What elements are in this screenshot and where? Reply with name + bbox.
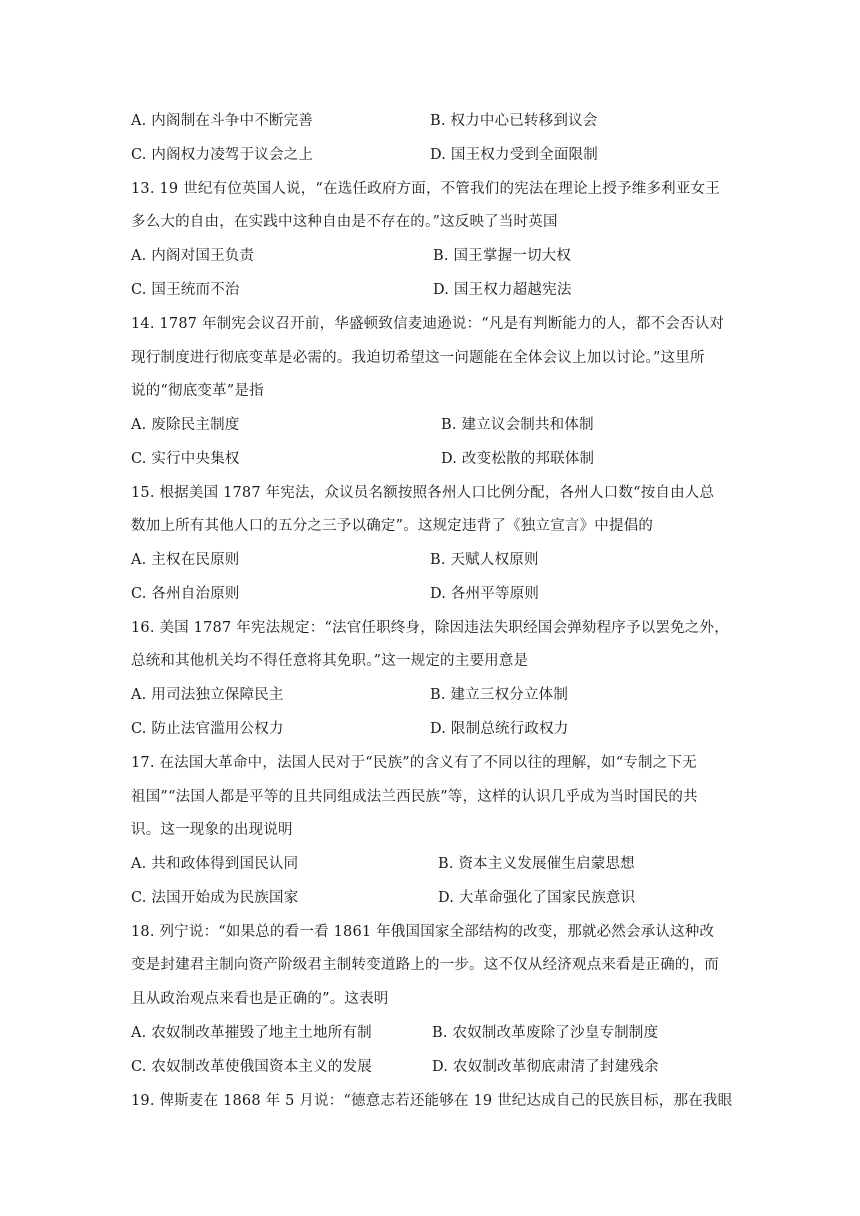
q15-option-d: D. 各州平等原则 (430, 586, 540, 602)
q19-stem-line-1: 19. 俾斯麦在 1868 年 5 月说：“德意志若还能够在 19 世纪达成自己的民族目标，那在我眼 (131, 1093, 733, 1109)
q17-option-b: B. 资本主义发展催生启蒙思想 (438, 856, 635, 872)
q16-stem-line-1: 16. 美国 1787 年宪法规定：“法官任职终身，除因违法失职经国会弹劾程序予以罢免之外， (131, 620, 729, 636)
q12-option-d: D. 国王权力受到全面限制 (430, 147, 598, 163)
q17-option-c: C. 法国开始成为民族国家 (131, 890, 299, 906)
q18-option-b: B. 农奴制改革废除了沙皇专制制度 (432, 1025, 659, 1041)
q15-option-b: B. 天赋人权原则 (430, 552, 539, 568)
q12-option-b: B. 权力中心已转移到议会 (430, 113, 598, 129)
q13-option-c: C. 国王统而不治 (131, 282, 240, 298)
q13-option-a: A. 内阁对国王负责 (131, 248, 255, 264)
q13-stem-line-2: 多么大的自由，在实践中这种自由是不存在的。”这反映了当时英国 (131, 214, 558, 230)
q16-option-d: D. 限制总统行政权力 (430, 721, 569, 737)
q15-stem-line-1: 15. 根据美国 1787 年宪法，众议员名额按照各州人口比例分配，各州人口数“按自由人总 (131, 485, 715, 501)
q18-stem-line-2: 变是封建君主制向资产阶级君主制转变道路上的一步。这不仅从经济观点来看是正确的，而 (131, 957, 719, 973)
q16-option-c: C. 防止法官滥用公权力 (131, 721, 284, 737)
q16-option-a: A. 用司法独立保障民主 (131, 687, 284, 703)
q14-stem-line-3: 说的“彻底变革”是指 (131, 383, 264, 399)
q12-option-a: A. 内阁制在斗争中不断完善 (131, 113, 313, 129)
q17-stem-line-1: 17. 在法国大革命中，法国人民对于“民族”的含义有了不同以往的理解，如“专制之下无 (131, 755, 697, 771)
q17-option-d: D. 大革命强化了国家民族意识 (438, 890, 636, 906)
q14-option-a: A. 废除民主制度 (131, 417, 240, 433)
q15-option-c: C. 各州自治原则 (131, 586, 240, 602)
q18-option-a: A. 农奴制改革摧毁了地主土地所有制 (131, 1025, 372, 1041)
q13-option-d: D. 国王权力超越宪法 (433, 282, 572, 298)
q16-stem-line-2: 总统和其他机关均不得任意将其免职。”这一规定的主要用意是 (131, 653, 529, 669)
q14-stem-line-2: 现行制度进行彻底变革是必需的。我迫切希望这一问题能在全体会议上加以讨论。”这里所 (131, 350, 705, 366)
q14-stem-line-1: 14. 1787 年制宪会议召开前，华盛顿致信麦迪逊说：“凡是有判断能力的人，都不会否认对 (131, 316, 725, 332)
q12-option-c: C. 内阁权力凌驾于议会之上 (131, 147, 314, 163)
q14-option-c: C. 实行中央集权 (131, 451, 240, 467)
q18-option-c: C. 农奴制改革使俄国资本主义的发展 (131, 1059, 372, 1075)
q18-option-d: D. 农奴制改革彻底肃清了封建残余 (432, 1059, 659, 1075)
q15-stem-line-2: 数加上所有其他人口的五分之三予以确定”。这规定违背了《独立宣言》中提倡的 (131, 518, 654, 534)
q17-stem-line-2: 祖国”“法国人都是平等的且共同组成法兰西民族”等，这样的认识几乎成为当时国民的共 (131, 789, 698, 805)
q14-option-b: B. 建立议会制共和体制 (441, 417, 594, 433)
q15-option-a: A. 主权在民原则 (131, 552, 240, 568)
q18-stem-line-1: 18. 列宁说：“如果总的看一看 1861 年俄国国家全部结构的改变，那就必然会承认这种改 (131, 924, 715, 940)
q17-option-a: A. 共和政体得到国民认同 (131, 856, 299, 872)
q13-option-b: B. 国王掌握一切大权 (433, 248, 572, 264)
q18-stem-line-3: 且从政治观点来看也是正确的”。这表明 (131, 991, 389, 1007)
q14-option-d: D. 改变松散的邦联体制 (441, 451, 595, 467)
q16-option-b: B. 建立三权分立体制 (430, 687, 569, 703)
q13-stem-line-1: 13. 19 世纪有位英国人说，“在选任政府方面，不管我们的宪法在理论上授予维多利亚女王 (131, 181, 720, 197)
q17-stem-line-3: 识。这一现象的出现说明 (131, 822, 293, 838)
